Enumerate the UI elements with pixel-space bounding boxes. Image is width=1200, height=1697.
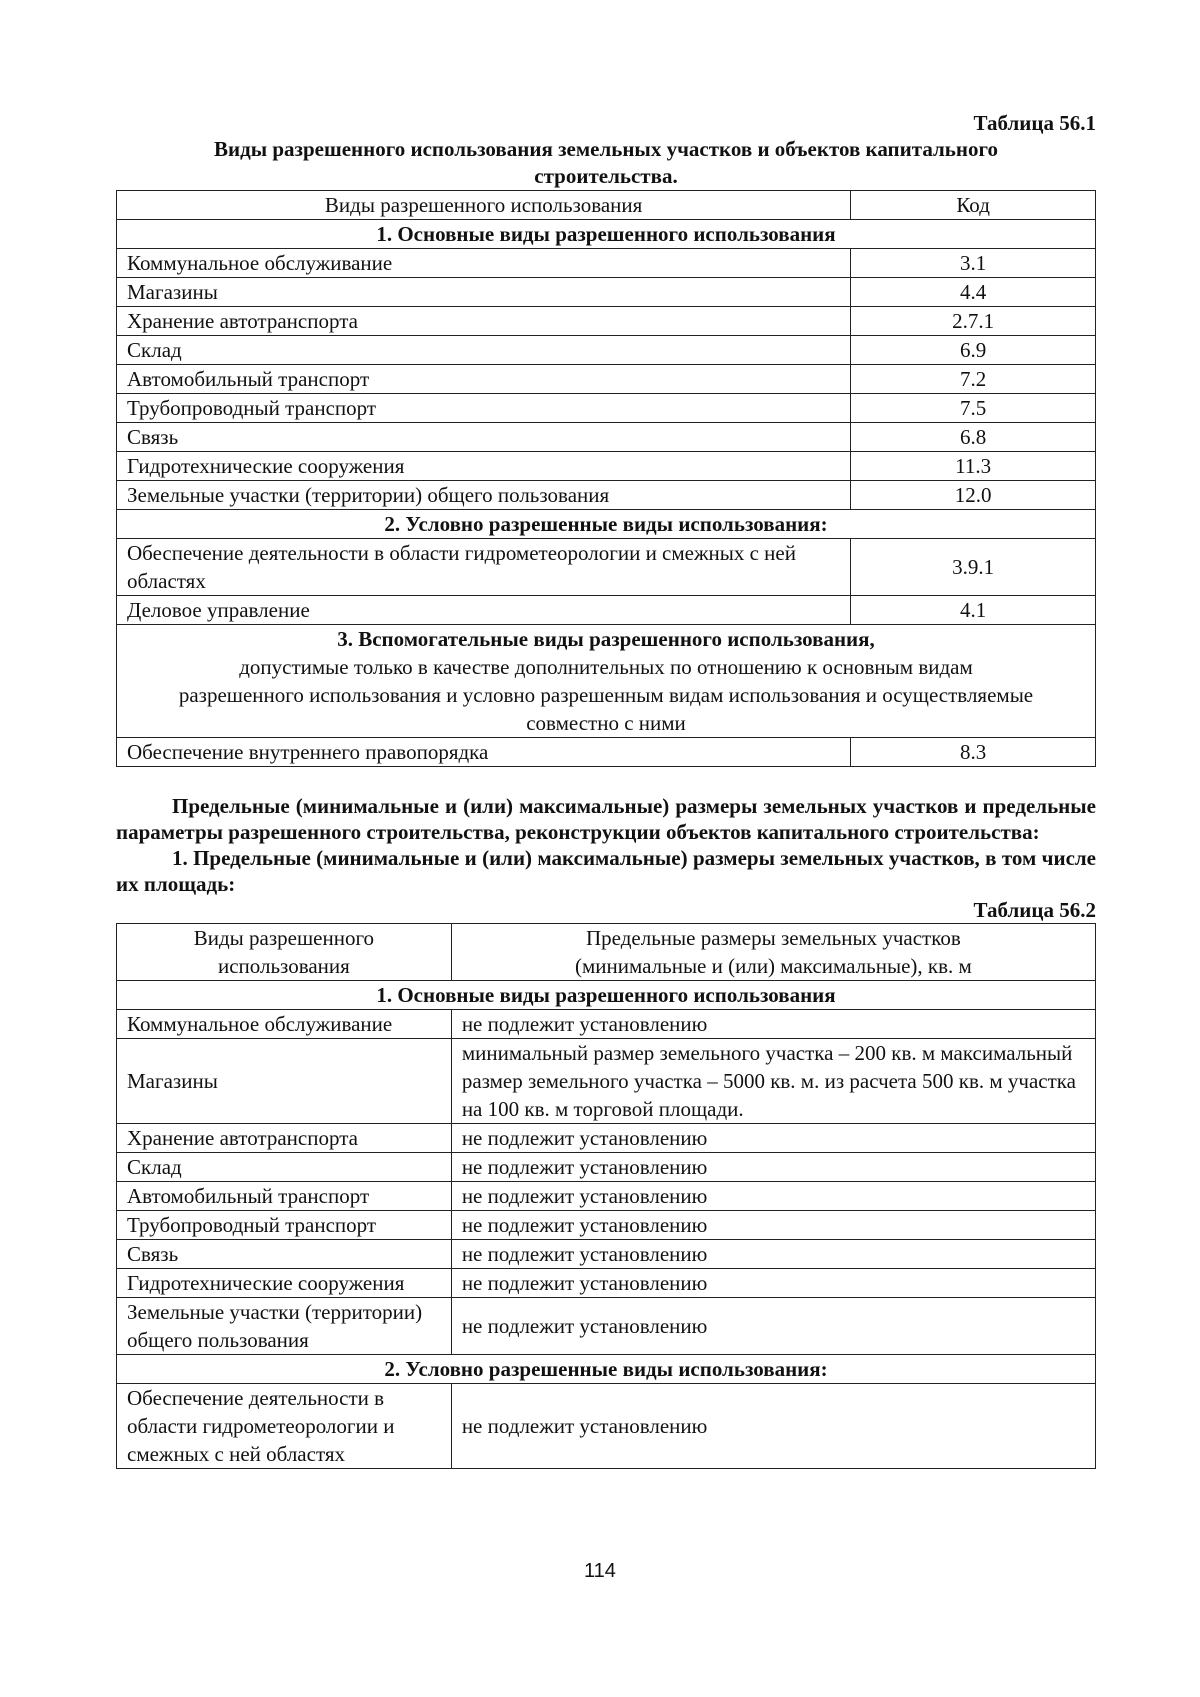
row-kind: Связь: [117, 423, 851, 452]
section3-note: допустимые только в качестве дополнительных по отношению к основным видам разрешенного использования и условно разрешенным видам использования и осуществляемые совместно с ними: [178, 655, 1034, 735]
row-kind: Обеспечение деятельности в области гидрометеорологии и смежных с ней областях: [117, 1384, 452, 1469]
table2-main-rows: [117, 1010, 1096, 1355]
row-kind: Склад: [117, 1153, 452, 1182]
row-code: 3.1: [851, 249, 1096, 278]
row-kind: Связь: [117, 1240, 452, 1269]
row-limit: не подлежит установлению: [451, 1240, 1095, 1269]
row-kind: Хранение автотранспорта: [117, 307, 851, 336]
section3-title: 3. Вспомогательные виды разрешенного использования,: [337, 627, 875, 651]
table1-auxiliary-rows: [117, 738, 1096, 767]
row-kind: Обеспечение внутреннего правопорядка: [117, 738, 851, 767]
table-row: [117, 1039, 1096, 1124]
table2-conditional-rows: [117, 1384, 1096, 1469]
table-row: [117, 365, 1096, 394]
table-row: [117, 1240, 1096, 1269]
table-row: [117, 1211, 1096, 1240]
table-row: [117, 1010, 1096, 1039]
row-kind: Коммунальное обслуживание: [117, 249, 851, 278]
row-limit: не подлежит установлению: [451, 1153, 1095, 1182]
row-code: 3.9.1: [851, 539, 1096, 596]
table-row: [117, 1182, 1096, 1211]
table-row: [117, 336, 1096, 365]
row-kind: Магазины: [117, 1039, 452, 1124]
row-limit: минимальный размер земельного участка – 200 кв. м максимальный размер земельного участка – 5000 кв. м. из расчета 500 кв. м участка на 100 кв. м торговой площади.: [451, 1039, 1095, 1124]
row-code: 12.0: [851, 481, 1096, 510]
row-kind: Автомобильный транспорт: [117, 365, 851, 394]
row-kind: Обеспечение деятельности в области гидрометеорологии и смежных с ней областях: [117, 539, 851, 596]
table1-section-main: 1. Основные виды разрешенного использования: [117, 220, 1096, 249]
table-row: [117, 1124, 1096, 1153]
table-row: [117, 738, 1096, 767]
row-kind: Трубопроводный транспорт: [117, 1211, 452, 1240]
table2-header-row: [117, 924, 1096, 981]
table-row: [117, 1384, 1096, 1469]
table-row: [117, 1298, 1096, 1355]
table1-main-rows: [117, 249, 1096, 510]
table-row: [117, 596, 1096, 625]
table-row: [117, 1153, 1096, 1182]
table-row: [117, 481, 1096, 510]
document-page: [116, 110, 1096, 1469]
table1-number: Таблица 56.1: [973, 111, 1096, 135]
table1-title: Виды разрешенного использования земельных участков и объектов капитального строительства.: [213, 137, 999, 188]
table-row: [117, 394, 1096, 423]
table-row: [117, 249, 1096, 278]
row-limit: не подлежит установлению: [451, 1269, 1095, 1298]
table-row: [117, 539, 1096, 596]
table2-header-kind: Виды разрешенного использования: [117, 924, 452, 981]
limits-heading: Предельные (минимальные и (или) максимальные) размеры земельных участков и предельные параметры разрешенного строительства, реконструкции объектов капитального строительства:: [116, 794, 1096, 844]
row-kind: Земельные участки (территории) общего пользования: [117, 481, 851, 510]
row-kind: Гидротехнические сооружения: [117, 1269, 452, 1298]
row-code: 6.9: [851, 336, 1096, 365]
row-code: 2.7.1: [851, 307, 1096, 336]
row-limit: не подлежит установлению: [451, 1211, 1095, 1240]
row-code: 7.5: [851, 394, 1096, 423]
row-code: 4.4: [851, 278, 1096, 307]
row-limit: не подлежит установлению: [451, 1384, 1095, 1469]
row-kind: Хранение автотранспорта: [117, 1124, 452, 1153]
table1-conditional-rows: [117, 539, 1096, 625]
limits-subheading: 1. Предельные (минимальные и (или) максимальные) размеры земельных участков, в том числе их площадь:: [116, 846, 1096, 896]
table2-section-conditional: 2. Условно разрешенные виды использования:: [117, 1355, 1096, 1384]
row-code: 11.3: [851, 452, 1096, 481]
row-kind: Гидротехнические сооружения: [117, 452, 851, 481]
row-code: 4.1: [851, 596, 1096, 625]
table-row: [117, 1269, 1096, 1298]
table1-section-auxiliary: [117, 625, 1096, 738]
row-limit: не подлежит установлению: [451, 1298, 1095, 1355]
table1-header-code: Код: [851, 191, 1096, 220]
table-row: [117, 278, 1096, 307]
table1-section-conditional: 2. Условно разрешенные виды использования:: [117, 510, 1096, 539]
row-limit: не подлежит установлению: [451, 1010, 1095, 1039]
table-row: [117, 307, 1096, 336]
table-row: [117, 423, 1096, 452]
row-limit: не подлежит установлению: [451, 1124, 1095, 1153]
row-kind: Земельные участки (территории) общего пользования: [117, 1298, 452, 1355]
row-code: 8.3: [851, 738, 1096, 767]
table1-header-row: [117, 191, 1096, 220]
row-kind: Автомобильный транспорт: [117, 1182, 452, 1211]
row-kind: Склад: [117, 336, 851, 365]
table2-section-main: 1. Основные виды разрешенного использования: [117, 981, 1096, 1010]
table1-header-kind: Виды разрешенного использования: [117, 191, 851, 220]
table2: [116, 923, 1096, 1469]
page-number: 114: [584, 1560, 616, 1582]
table-row: [117, 452, 1096, 481]
table2-number: Таблица 56.2: [973, 898, 1096, 922]
row-kind: Коммунальное обслуживание: [117, 1010, 452, 1039]
row-kind: Деловое управление: [117, 596, 851, 625]
table2-header-limits: Предельные размеры земельных участков (минимальные и (или) максимальные), кв. м: [451, 924, 1095, 981]
row-code: 7.2: [851, 365, 1096, 394]
row-code: 6.8: [851, 423, 1096, 452]
row-kind: Магазины: [117, 278, 851, 307]
row-limit: не подлежит установлению: [451, 1182, 1095, 1211]
row-kind: Трубопроводный транспорт: [117, 394, 851, 423]
table1: [116, 190, 1096, 767]
